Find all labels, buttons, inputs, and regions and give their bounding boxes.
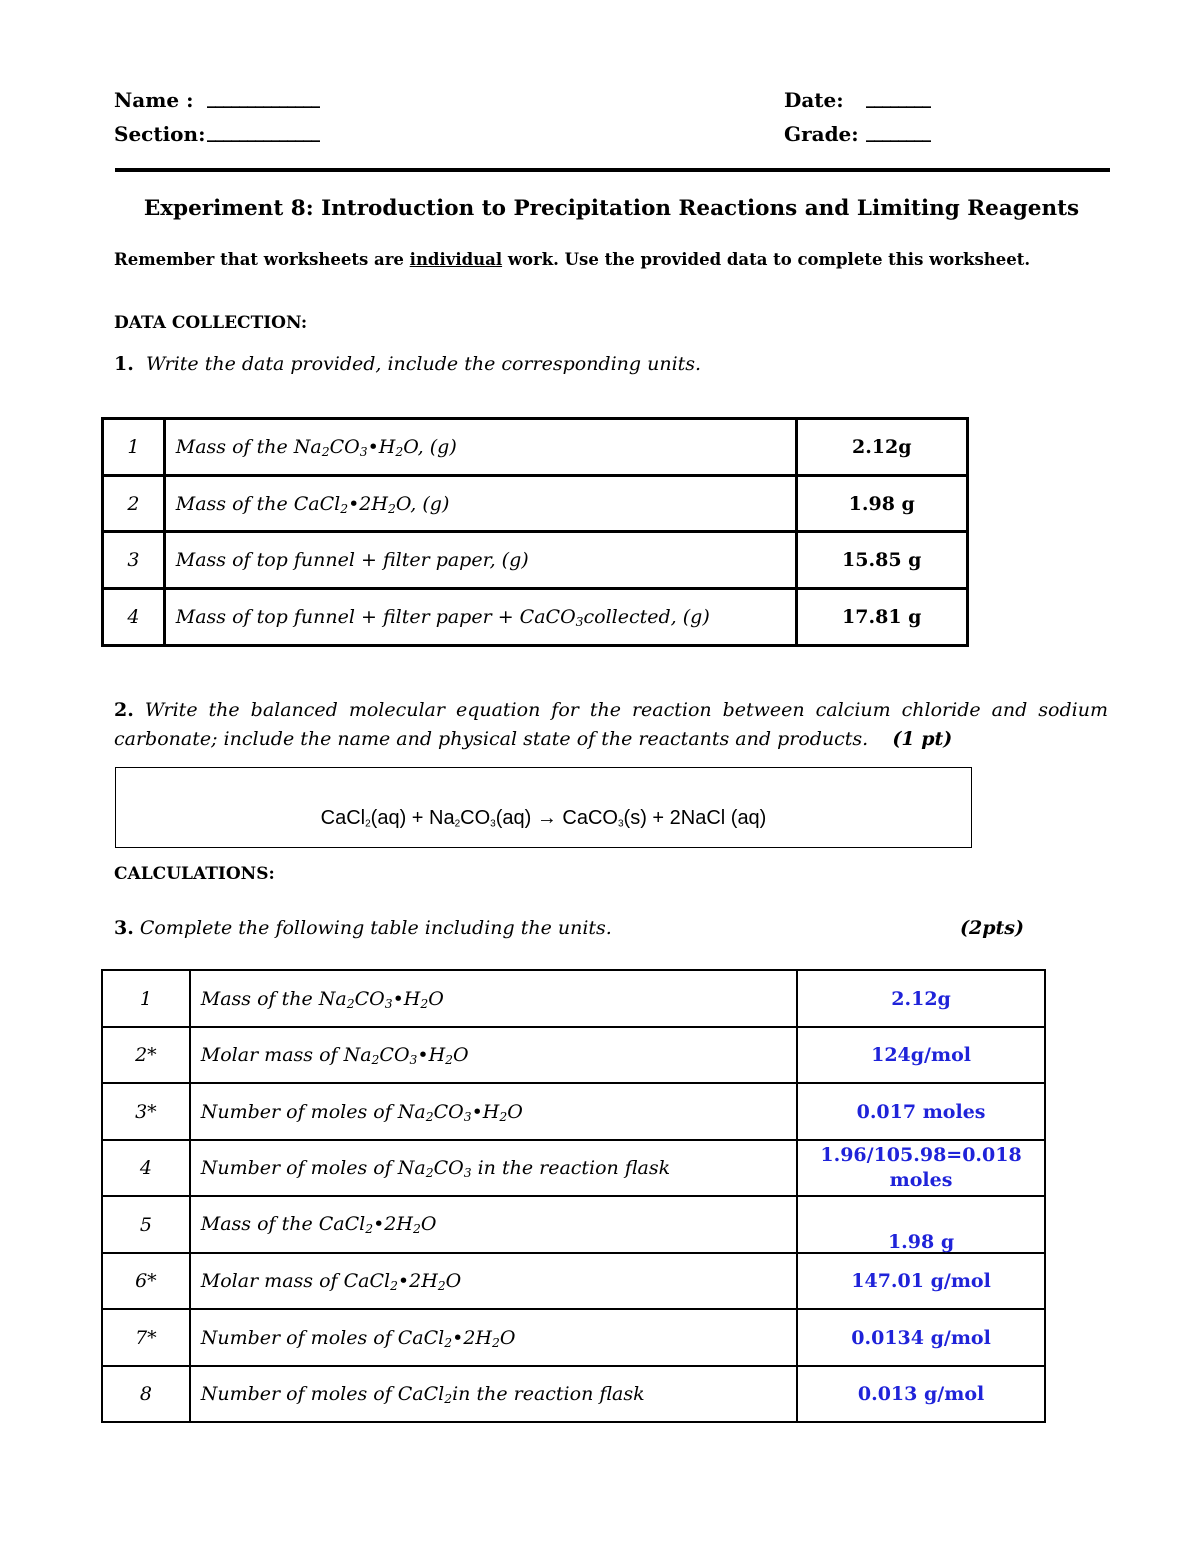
section-field[interactable]: ______________ [207,122,319,143]
row-label: Mass of top funnel + filter paper + CaCO$_3$collected, (g) [164,589,796,646]
grade-label: Grade: [784,122,859,146]
row-label: Number of moles of CaCl$_2$in the reaction flask [190,1366,797,1422]
instruction-note: Remember that worksheets are individual work. Use the provided data to complete this worksheet. [114,250,1031,269]
row-answer[interactable]: 0.017 moles [797,1083,1045,1140]
calculations-table [101,969,1046,1423]
row-label: Mass of top funnel + filter paper, (g) [164,532,796,589]
table-row [102,1083,1045,1140]
equation-box[interactable] [115,767,972,848]
row-value[interactable]: 2.12g [796,419,967,476]
row-answer[interactable]: 124g/mol [797,1027,1045,1083]
question-2: 2. Write the balanced molecular equation for the reaction between calcium chloride and sodium carbonate; include the name and physical state of the reactants and products. (1 pt) [114,699,1108,750]
row-number: 2* [102,1027,190,1083]
date-field[interactable]: ________ [866,88,930,109]
row-label: Mass of the $Na_2CO_3•H_2O$ [190,970,797,1027]
row-number: 2 [103,476,165,532]
row-value[interactable]: 17.81 g [796,589,967,646]
table-row [102,1366,1045,1422]
table-row [102,1309,1045,1366]
table-row [102,1253,1045,1309]
row-number: 7* [102,1309,190,1366]
calculations-heading: CALCULATIONS: [114,864,275,884]
row-number: 4 [103,589,165,646]
row-label: Molar mass of $CaCl_2•2H_2O$ [190,1253,797,1309]
data-table [101,417,969,647]
table-row [102,970,1045,1027]
table-row [102,1140,1045,1196]
row-label: Mass of the $Na_2CO_3•H_2O$, (g) [164,419,796,476]
row-number: 5 [102,1196,190,1253]
question-2-points: (1 pt) [892,728,953,750]
row-number: 1 [103,419,165,476]
question-3: 3. Complete the following table including the units. [114,917,612,939]
data-collection-heading: DATA COLLECTION: [114,313,308,333]
row-value[interactable]: 15.85 g [796,532,967,589]
row-number: 8 [102,1366,190,1422]
row-answer[interactable]: 0.0134 g/mol [797,1309,1045,1366]
question-1: 1. Write the data provided, include the corresponding units. [114,353,702,375]
balanced-equation: CaCl$_2$(aq) + $Na_2CO_3(aq)$ → CaCO$_3$(s) + 2NaCl (aq) [320,807,767,830]
row-answer[interactable]: 1.96/105.98=0.018 moles [797,1140,1045,1196]
table-row [103,589,968,646]
row-label: Number of moles of $Na_2CO_3$ in the reaction flask [190,1140,797,1196]
name-label: Name : [114,88,194,112]
table-row [103,419,968,476]
table-row [103,476,968,532]
name-field[interactable]: ______________ [207,88,319,109]
row-number: 4 [102,1140,190,1196]
row-number: 3* [102,1083,190,1140]
date-label: Date: [784,88,844,112]
row-label: Mass of the $CaCl_2•2H_2O$ [190,1196,797,1253]
grade-field[interactable]: ________ [866,122,930,143]
row-number: 3 [103,532,165,589]
row-number: 6* [102,1253,190,1309]
row-label: Number of moles of $CaCl_2•2H_2O$ [190,1309,797,1366]
row-label: Mass of the $CaCl_2•2H_2O$, (g) [164,476,796,532]
question-3-points: (2pts) [960,917,1024,939]
row-label: Molar mass of $Na_2CO_3•H_2O$ [190,1027,797,1083]
row-label: Number of moles of $Na_2CO_3•H_2O$ [190,1083,797,1140]
row-number: 1 [102,970,190,1027]
table-row [103,532,968,589]
row-answer[interactable]: 2.12g [797,970,1045,1027]
section-label: Section: [114,122,206,146]
emphasis-individual: individual [409,250,503,269]
row-answer[interactable]: 0.013 g/mol [797,1366,1045,1422]
table-row [102,1196,1045,1253]
row-value[interactable]: 1.98 g [796,476,967,532]
header-divider [115,168,1110,172]
table-row [102,1027,1045,1083]
row-answer[interactable]: 1.98 g [797,1196,1045,1253]
row-answer[interactable]: 147.01 g/mol [797,1253,1045,1309]
page-title: Experiment 8: Introduction to Precipitation Reactions and Limiting Reagents [143,196,1080,221]
